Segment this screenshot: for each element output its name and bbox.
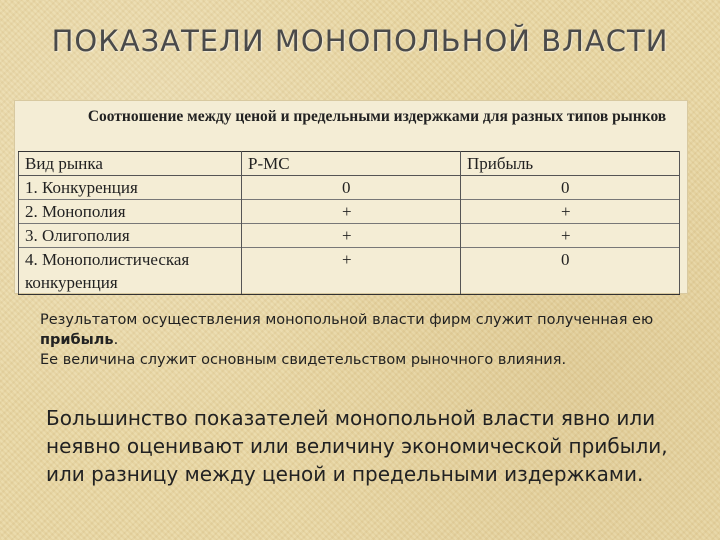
cell-market: 4. Монополистическая конкуренция <box>19 248 242 295</box>
table-caption: Соотношение между ценой и предельными издержками для разных типов рынков <box>87 108 667 125</box>
para1-bold-term: прибыль <box>40 332 114 348</box>
header-p-mc: P-MC <box>242 152 461 176</box>
cell-profit: + <box>461 200 680 224</box>
para1-text-end: . <box>113 332 119 348</box>
para1-line2: Ее величина служит основным свидетельством рыночного влияния. <box>40 352 567 368</box>
cell-market: 3. Олигополия <box>19 224 242 248</box>
cell-market: 2. Монополия <box>19 200 242 224</box>
table-row <box>19 176 680 200</box>
cell-p-mc: + <box>242 248 461 295</box>
cell-market: 1. Конкуренция <box>19 176 242 200</box>
market-comparison-table <box>18 151 680 295</box>
slide-title: ПОКАЗАТЕЛИ МОНОПОЛЬНОЙ ВЛАСТИ <box>51 24 669 58</box>
cell-p-mc: 0 <box>242 176 461 200</box>
indicators-paragraph: Большинство показателей монопольной власти явно или неявно оценивают или величину экономической прибыли, или разницу между ценой и предельными издержками. <box>46 406 668 486</box>
table-header-row <box>19 152 680 176</box>
table-row <box>19 200 680 224</box>
table-row <box>19 248 680 295</box>
para1-text-start: Результатом осуществления монопольной власти фирм служит полученная ею <box>40 312 654 328</box>
cell-profit: + <box>461 224 680 248</box>
header-profit: Прибыль <box>461 152 680 176</box>
header-market-type: Вид рынка <box>19 152 242 176</box>
cell-profit: 0 <box>461 248 680 295</box>
cell-p-mc: + <box>242 224 461 248</box>
cell-profit: 0 <box>461 176 680 200</box>
cell-p-mc: + <box>242 200 461 224</box>
table-row <box>19 224 680 248</box>
profit-paragraph <box>40 310 680 370</box>
